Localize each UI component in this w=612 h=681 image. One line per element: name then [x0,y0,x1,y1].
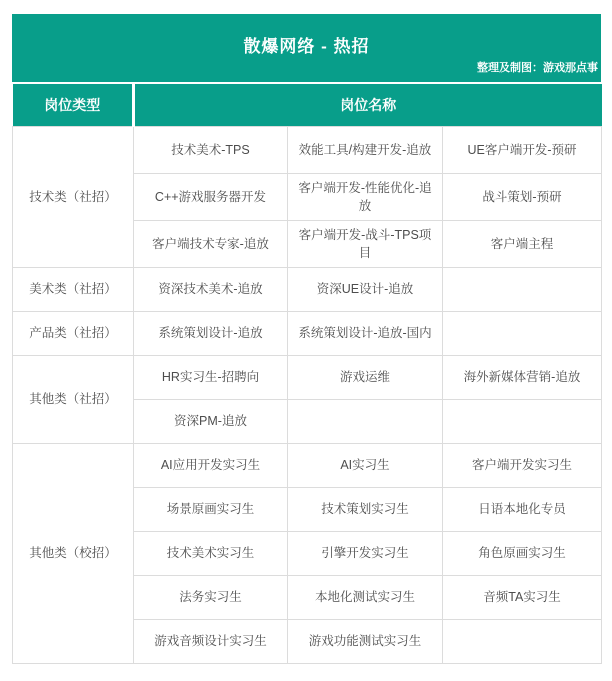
job-cell: 客户端技术专家-追放 [134,221,288,268]
job-cell: 客户端开发-战斗-TPS项目 [288,221,443,268]
job-cell: 技术美术实习生 [134,532,288,576]
job-cell: 客户端开发实习生 [443,444,602,488]
job-cell: 系统策划设计-追放-国内 [288,312,443,356]
job-cell [288,400,443,444]
table-row [13,356,602,400]
job-cell [443,312,602,356]
job-cell: UE客户端开发-预研 [443,127,602,174]
job-cell: 引擎开发实习生 [288,532,443,576]
job-cell: 资深UE设计-追放 [288,268,443,312]
job-cell: 系统策划设计-追放 [134,312,288,356]
job-cell: 法务实习生 [134,576,288,620]
job-cell: 资深PM-追放 [134,400,288,444]
job-cell: 技术美术-TPS [134,127,288,174]
column-header-name: 岗位名称 [134,84,602,127]
page-title: 散爆网络 - 热招 [243,37,370,56]
job-cell: 战斗策划-预研 [443,174,602,221]
job-cell [443,620,602,664]
job-cell: 客户端主程 [443,221,602,268]
job-cell: HR实习生-招聘向 [134,356,288,400]
table-header-row [13,84,602,127]
job-cell: 本地化测试实习生 [288,576,443,620]
job-cell: 效能工具/构建开发-追放 [288,127,443,174]
job-type-cell: 其他类（社招） [13,356,134,444]
job-type-cell: 其他类（校招） [13,444,134,664]
job-cell: 技术策划实习生 [288,488,443,532]
job-cell: 游戏功能测试实习生 [288,620,443,664]
job-table [12,84,602,664]
job-cell: 音频TA实习生 [443,576,602,620]
job-type-cell: 技术类（社招） [13,127,134,268]
job-cell [443,268,602,312]
table-row [13,444,602,488]
job-cell [443,400,602,444]
job-cell: 客户端开发-性能优化-追放 [288,174,443,221]
job-cell: 游戏运维 [288,356,443,400]
column-header-type: 岗位类型 [13,84,134,127]
job-cell: AI应用开发实习生 [134,444,288,488]
job-type-cell: 美术类（社招） [13,268,134,312]
job-cell: AI实习生 [288,444,443,488]
job-cell: 角色原画实习生 [443,532,602,576]
credit-text: 整理及制图：游戏那点事 [477,62,598,74]
table-row [13,268,602,312]
job-cell: C++游戏服务器开发 [134,174,288,221]
table-row [13,127,602,174]
job-cell: 海外新媒体营销-追放 [443,356,602,400]
table-row [13,312,602,356]
table-sheet [12,14,601,664]
title-banner [12,14,601,82]
job-type-cell: 产品类（社招） [13,312,134,356]
job-cell: 游戏音频设计实习生 [134,620,288,664]
job-cell: 资深技术美术-追放 [134,268,288,312]
job-cell: 日语本地化专员 [443,488,602,532]
job-cell: 场景原画实习生 [134,488,288,532]
